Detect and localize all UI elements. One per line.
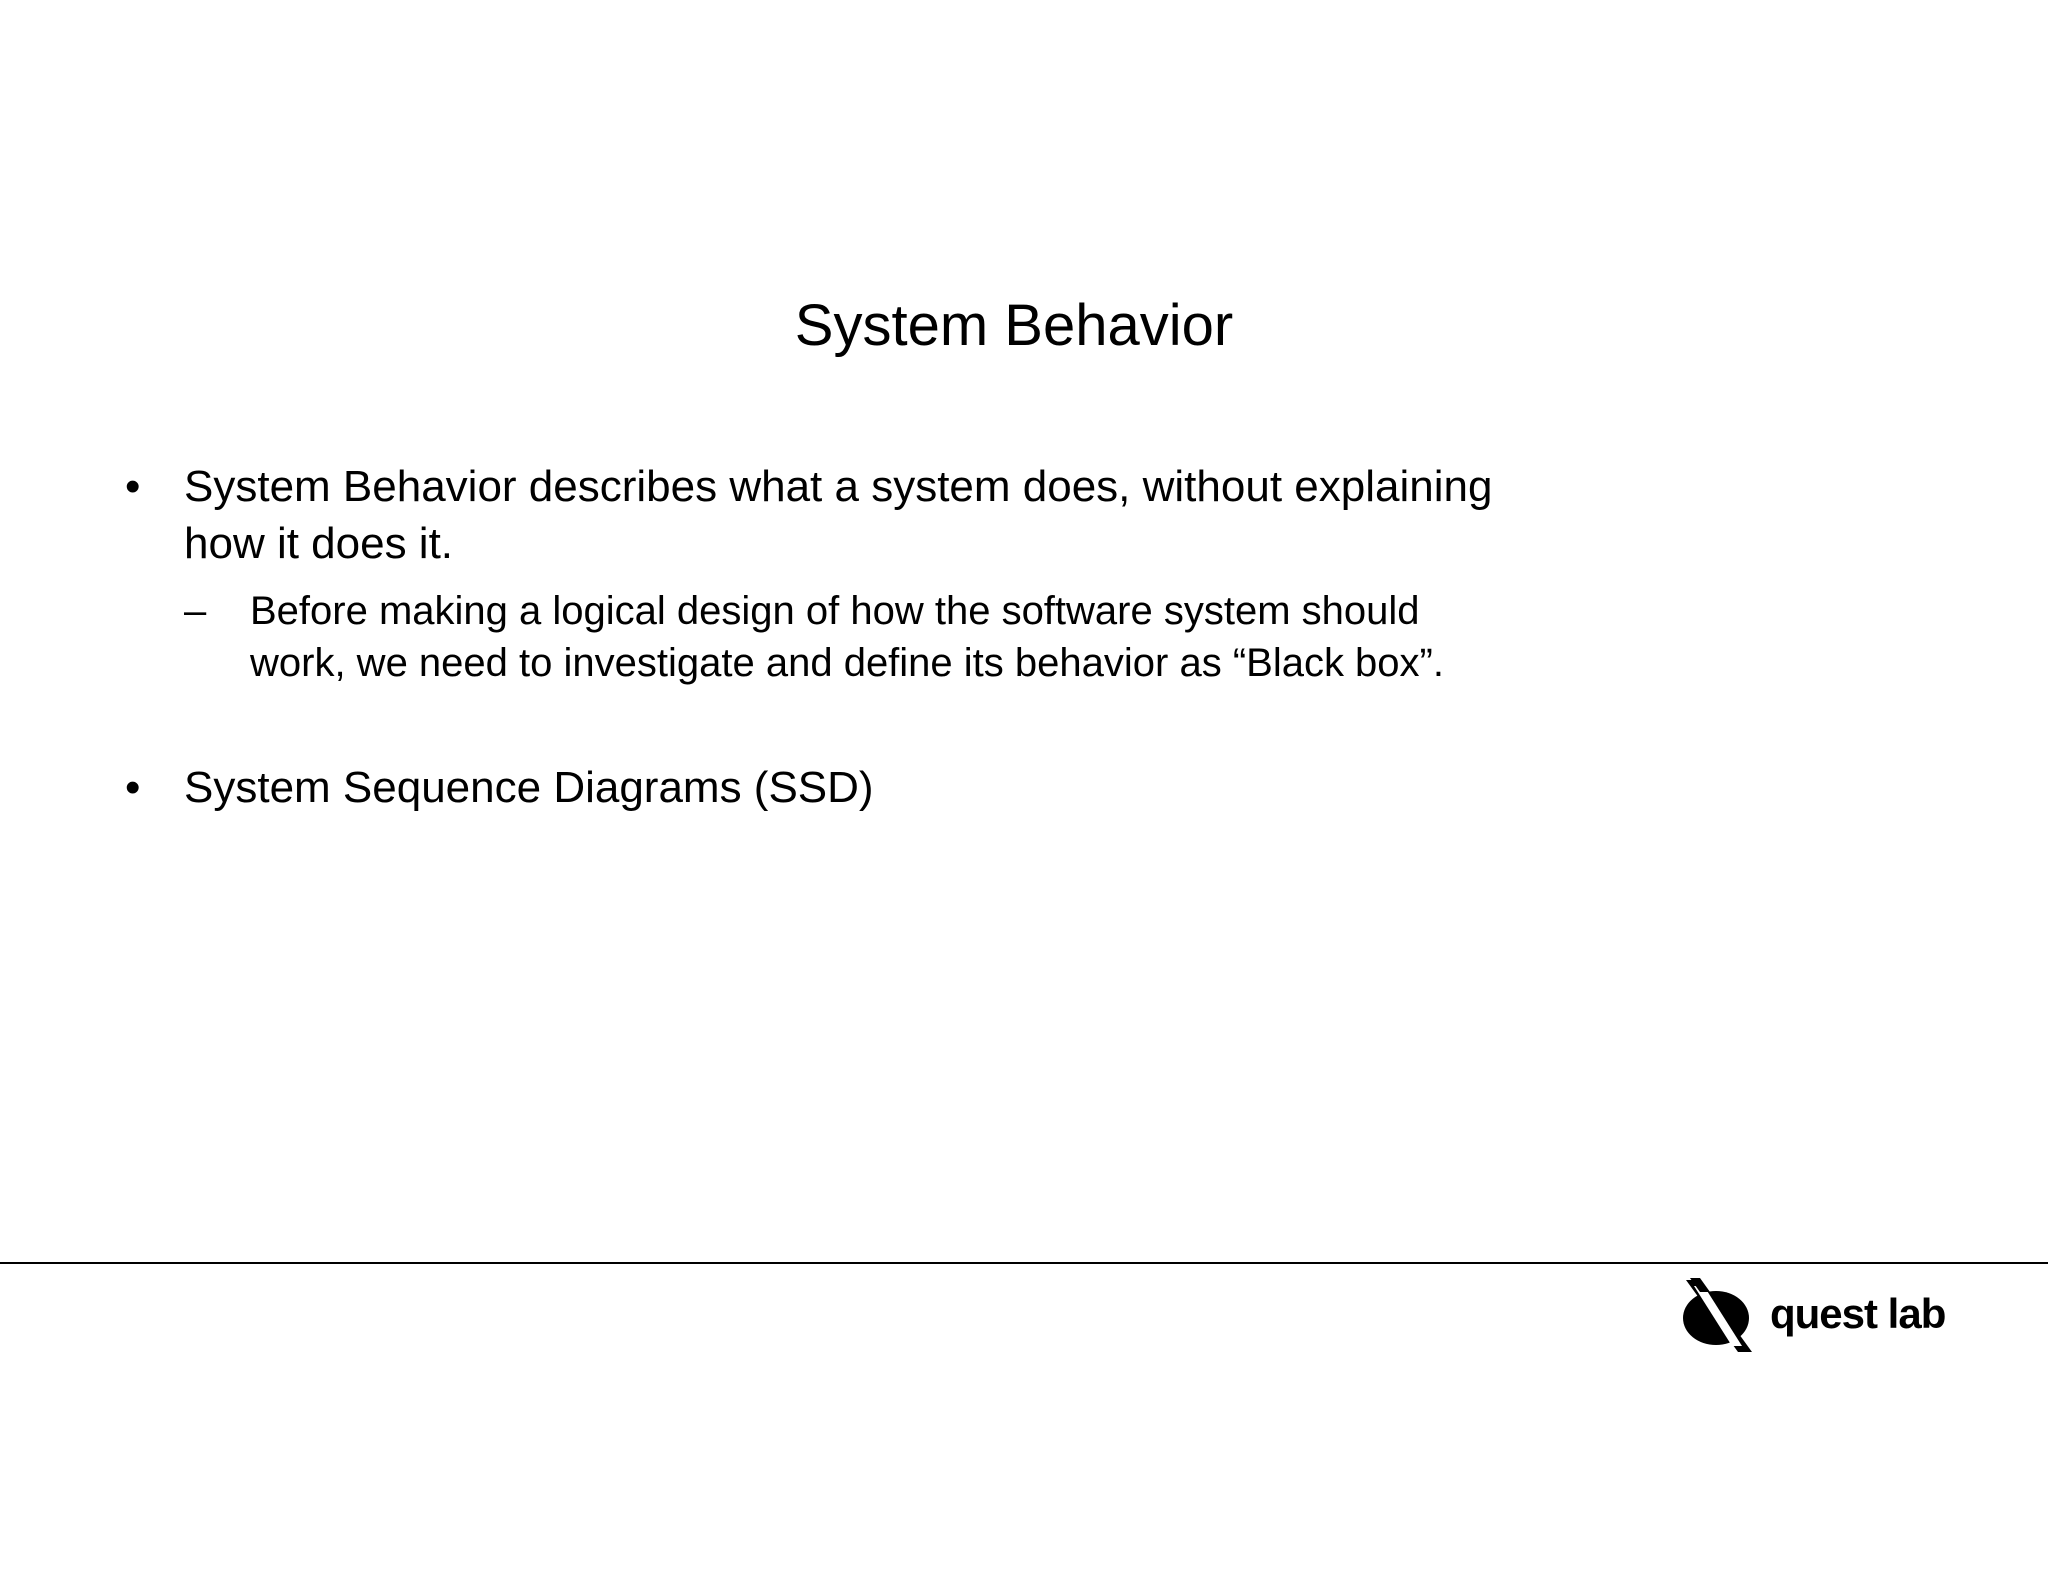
quest-lab-logo-icon [1676, 1276, 1760, 1356]
footer-divider [0, 1262, 2048, 1264]
bullet-text: System Sequence Diagrams (SSD) [184, 763, 874, 812]
bullet-marker: • [125, 763, 141, 812]
bullet-marker: • [125, 462, 141, 511]
slide-title: System Behavior [794, 293, 1234, 358]
bullet-item-system-behavior [118, 458, 1498, 689]
bullet-list [118, 458, 1498, 816]
bullet-text: System Behavior describes what a system does, without explaining how it does it. [184, 462, 1493, 568]
sub-bullet-item-black-box [184, 585, 1498, 689]
quest-lab-logo [1676, 1276, 1945, 1356]
quest-lab-logo-text: quest lab [1770, 1290, 1946, 1337]
bullet-item-ssd [118, 759, 1498, 816]
sub-bullet-text: Before making a logical design of how the software system should work, we need to investigate and define its behavior as “Black box”. [250, 589, 1444, 685]
sub-bullet-marker: – [184, 589, 207, 633]
